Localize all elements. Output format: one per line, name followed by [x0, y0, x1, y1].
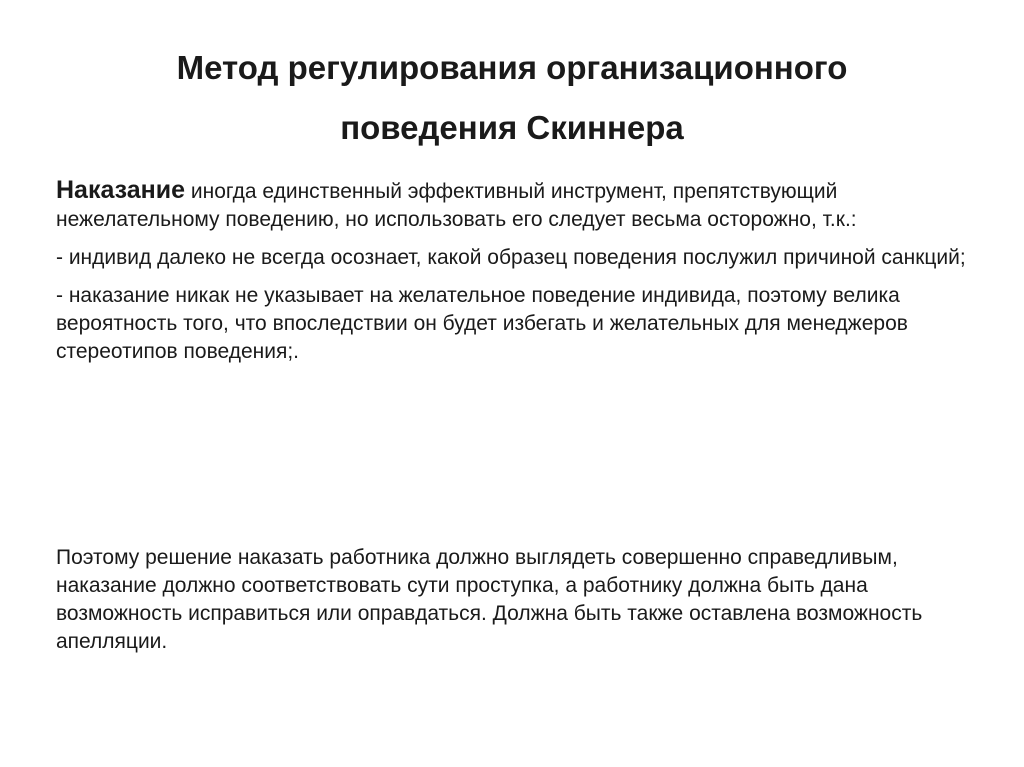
- conclusion-paragraph: Поэтому решение наказать работника должно выглядеть совершенно справедливым, наказание должно соответствовать сути проступка, а работнику должна быть дана возможность исправиться или оправдаться. Должна быть также оставлена возможность апелляции.: [56, 546, 923, 653]
- intro-text: иногда единственный эффективный инструмент, препятствующий нежелательному поведению, но использовать его следует весьма осторожно, т.к.:: [56, 180, 857, 231]
- point-1: - индивид далеко не всегда осознает, какой образец поведения послужил причиной санкций;: [56, 246, 966, 269]
- slide-body: [56, 176, 996, 376]
- point-2: - наказание никак не указывает на желательное поведение индивида, поэтому велика вероятность того, что впоследствии он будет избегать и желательных для менеджеров стереотипов поведения;.: [56, 284, 908, 363]
- title-line-1: Метод регулирования организационного: [176, 49, 848, 86]
- slide-title: [60, 38, 964, 158]
- intro-term: Наказание: [56, 176, 186, 204]
- title-line-2: поведения Скиннера: [340, 109, 684, 146]
- intro-paragraph: [56, 176, 996, 234]
